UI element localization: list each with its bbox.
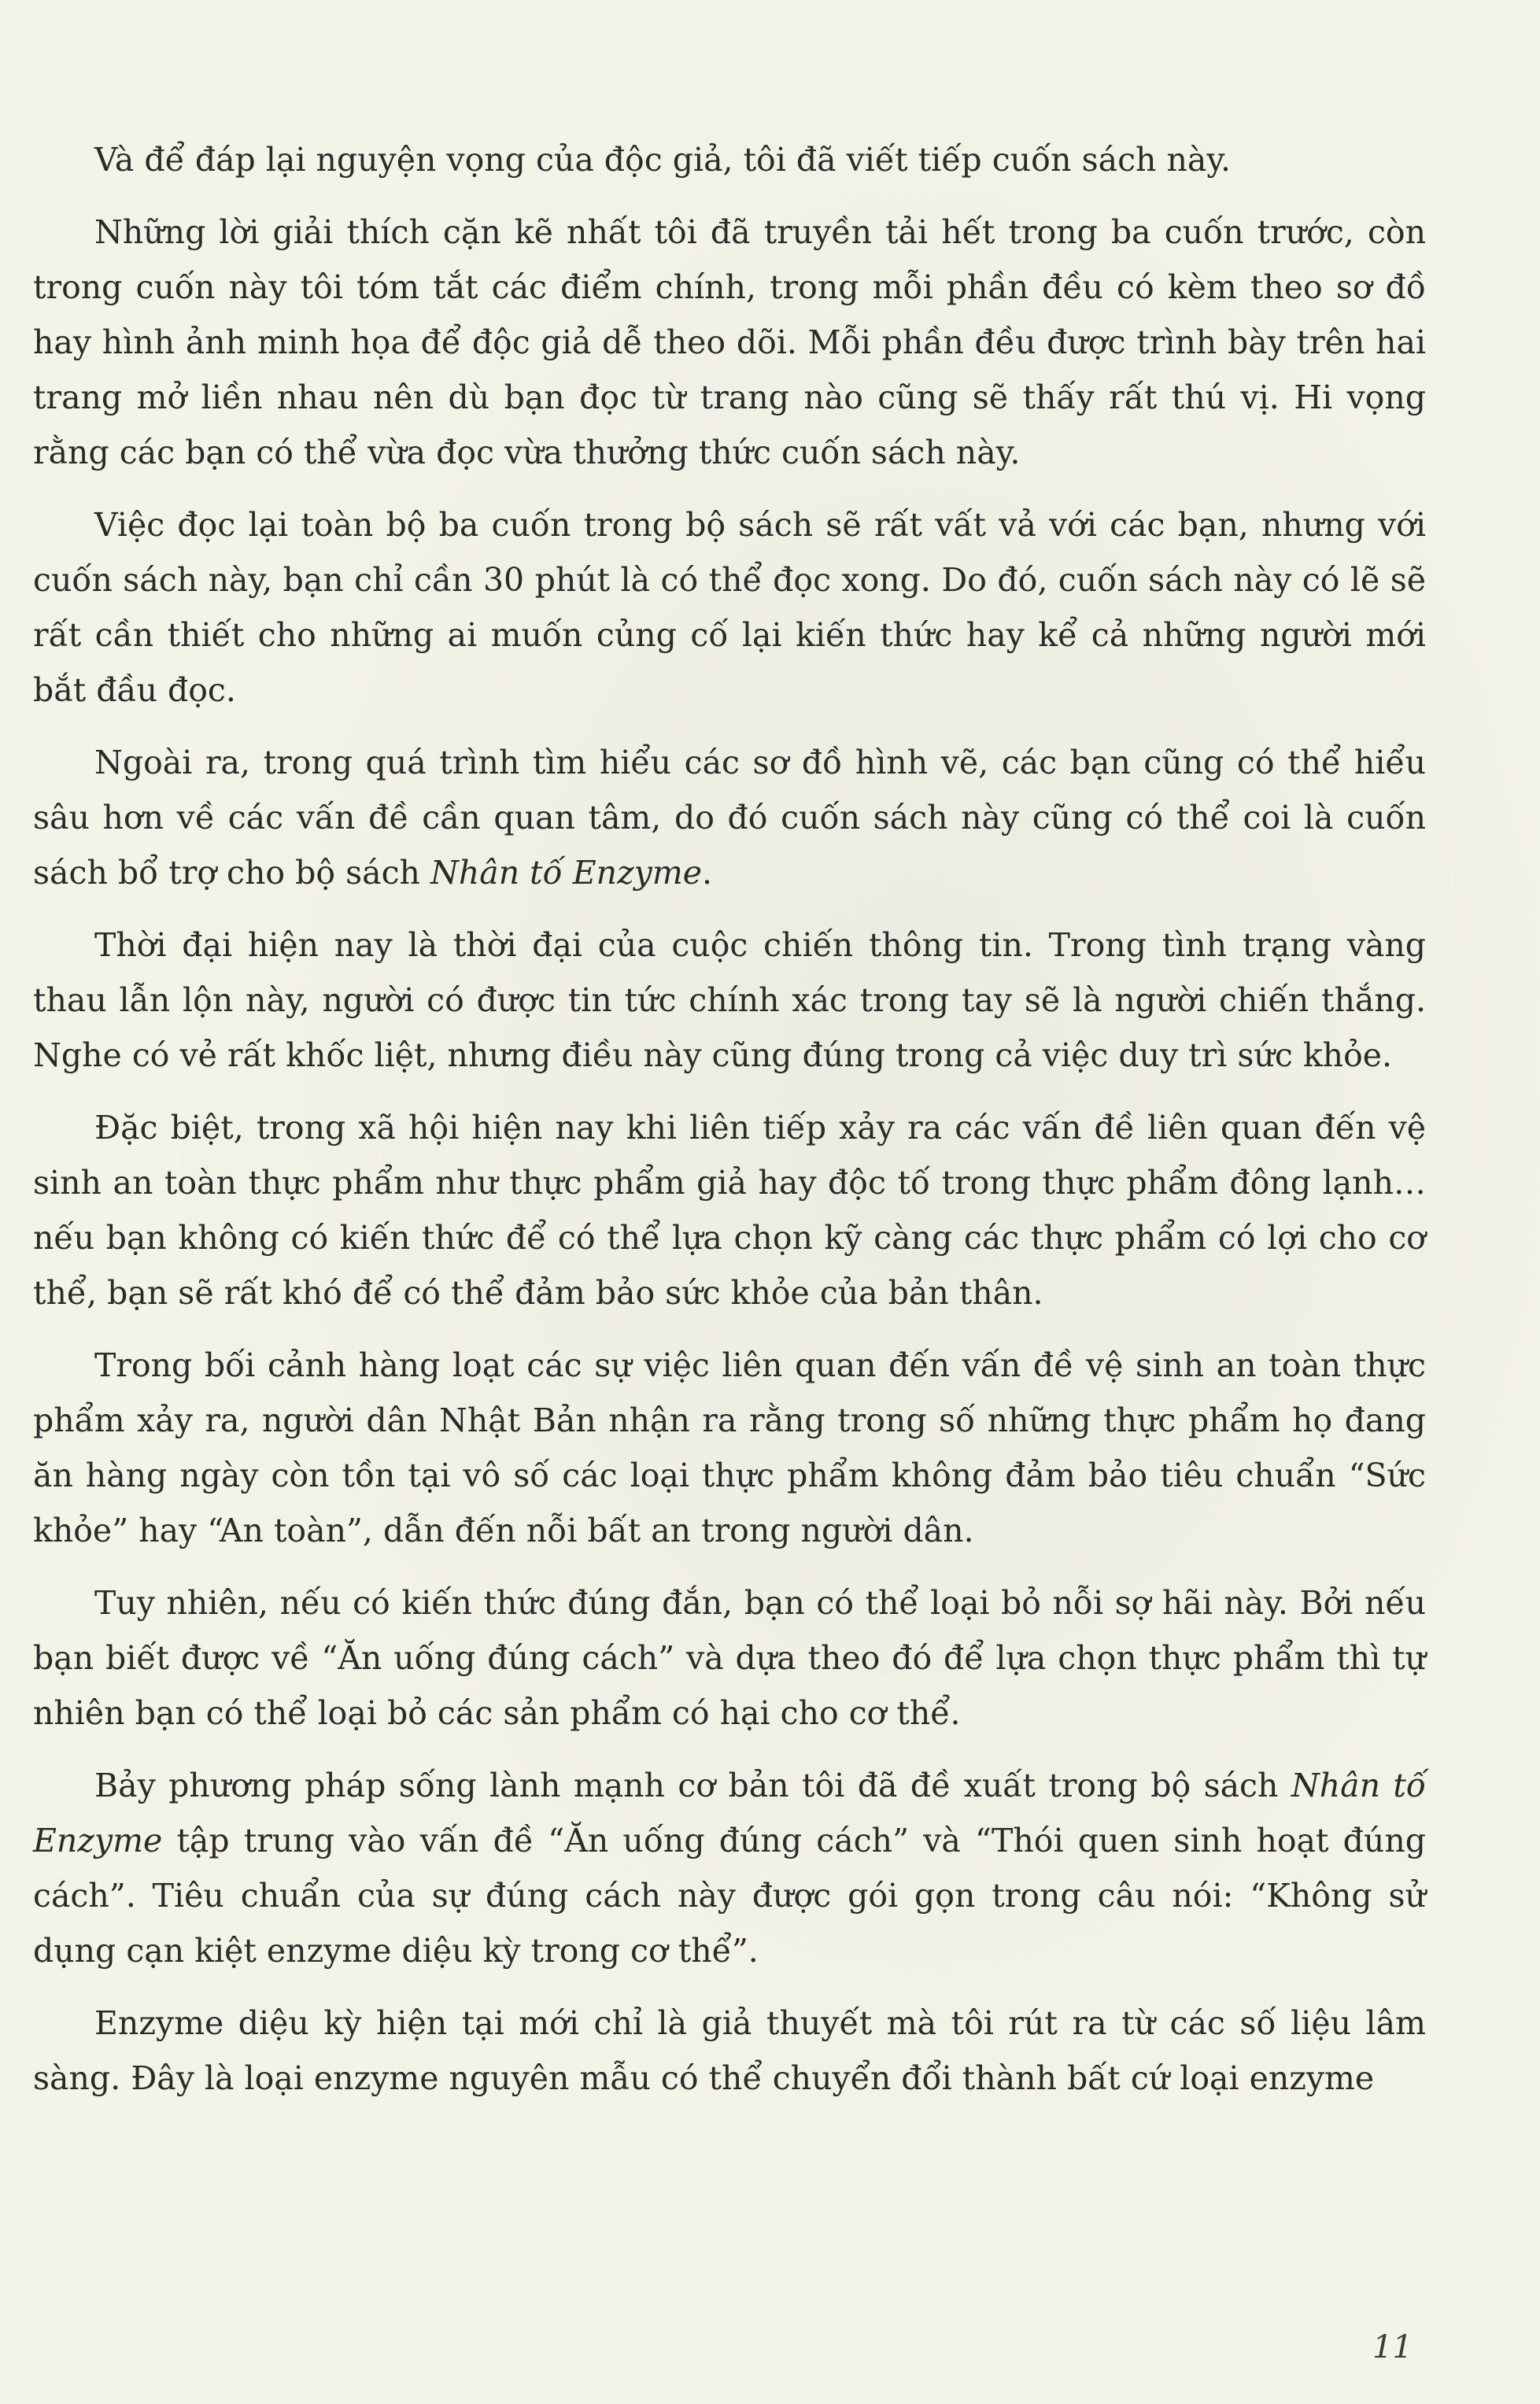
body-text	[33, 132, 1426, 2123]
paragraph: Đặc biệt, trong xã hội hiện nay khi liên tiếp xảy ra các vấn đề liên quan đến vệ sinh an toàn thực phẩm như thực phẩm giả hay độc tố trong thực phẩm đông lạnh… nếu bạn không có kiến thức để có thể lựa chọn kỹ càng các thực phẩm có lợi cho cơ thể, bạn sẽ rất khó để có thể đảm bảo sức khỏe của bản thân.	[33, 1109, 1426, 1312]
paragraph: Thời đại hiện nay là thời đại của cuộc chiến thông tin. Trong tình trạng vàng thau lẫn lộn này, người có được tin tức chính xác trong tay sẽ là người chiến thắng. Nghe có vẻ rất khốc liệt, nhưng điều này cũng đúng trong cả việc duy trì sức khỏe.	[33, 926, 1426, 1074]
paragraph: Việc đọc lại toàn bộ ba cuốn trong bộ sách sẽ rất vất vả với các bạn, nhưng với cuốn sách này, bạn chỉ cần 30 phút là có thể đọc xong. Do đó, cuốn sách này có lẽ sẽ rất cần thiết cho những ai muốn củng cố lại kiến thức hay kể cả những người mới bắt đầu đọc.	[33, 506, 1426, 709]
book-title-italic: Nhân tố Enzyme	[33, 1767, 1426, 1859]
paragraph: Và để đáp lại nguyện vọng của độc giả, tôi đã viết tiếp cuốn sách này.	[94, 141, 1232, 179]
paragraph: Bảy phương pháp sống lành mạnh cơ bản tôi đã đề xuất trong bộ sách Nhân tố Enzyme tập trung vào vấn đề “Ăn uống đúng cách” và “Thói quen sinh hoạt đúng cách”. Tiêu chuẩn của sự đúng cách này được gói gọn trong câu nói: “Không sử dụng cạn kiệt enzyme diệu kỳ trong cơ thể”.	[33, 1767, 1426, 1970]
page-number: 11	[1372, 2329, 1413, 2365]
paragraph: Trong bối cảnh hàng loạt các sự việc liên quan đến vấn đề vệ sinh an toàn thực phẩm xảy ra, người dân Nhật Bản nhận ra rằng trong số những thực phẩm họ đang ăn hàng ngày còn tồn tại vô số các loại thực phẩm không đảm bảo tiêu chuẩn “Sức khỏe” hay “An toàn”, dẫn đến nỗi bất an trong người dân.	[33, 1346, 1426, 1549]
paragraph: Tuy nhiên, nếu có kiến thức đúng đắn, bạn có thể loại bỏ nỗi sợ hãi này. Bởi nếu bạn biết được về “Ăn uống đúng cách” và dựa theo đó để lựa chọn thực phẩm thì tự nhiên bạn có thể loại bỏ các sản phẩm có hại cho cơ thể.	[33, 1584, 1426, 1732]
paragraph: Enzyme diệu kỳ hiện tại mới chỉ là giả thuyết mà tôi rút ra từ các số liệu lâm sàng. Đây là loại enzyme nguyên mẫu có thể chuyển đổi thành bất cứ loại enzyme	[33, 2004, 1426, 2097]
book-title-italic: Nhân tố Enzyme	[430, 854, 702, 892]
paragraph: Ngoài ra, trong quá trình tìm hiểu các sơ đồ hình vẽ, các bạn cũng có thể hiểu sâu hơn về các vấn đề cần quan tâm, do đó cuốn sách này cũng có thể coi là cuốn sách bổ trợ cho bộ sách Nhân tố Enzyme.	[33, 744, 1426, 892]
paragraph: Những lời giải thích cặn kẽ nhất tôi đã truyền tải hết trong ba cuốn trước, còn trong cuốn này tôi tóm tắt các điểm chính, trong mỗi phần đều có kèm theo sơ đồ hay hình ảnh minh họa để độc giả dễ theo dõi. Mỗi phần đều được trình bày trên hai trang mở liền nhau nên dù bạn đọc từ trang nào cũng sẽ thấy rất thú vị. Hi vọng rằng các bạn có thể vừa đọc vừa thưởng thức cuốn sách này.	[33, 213, 1426, 471]
